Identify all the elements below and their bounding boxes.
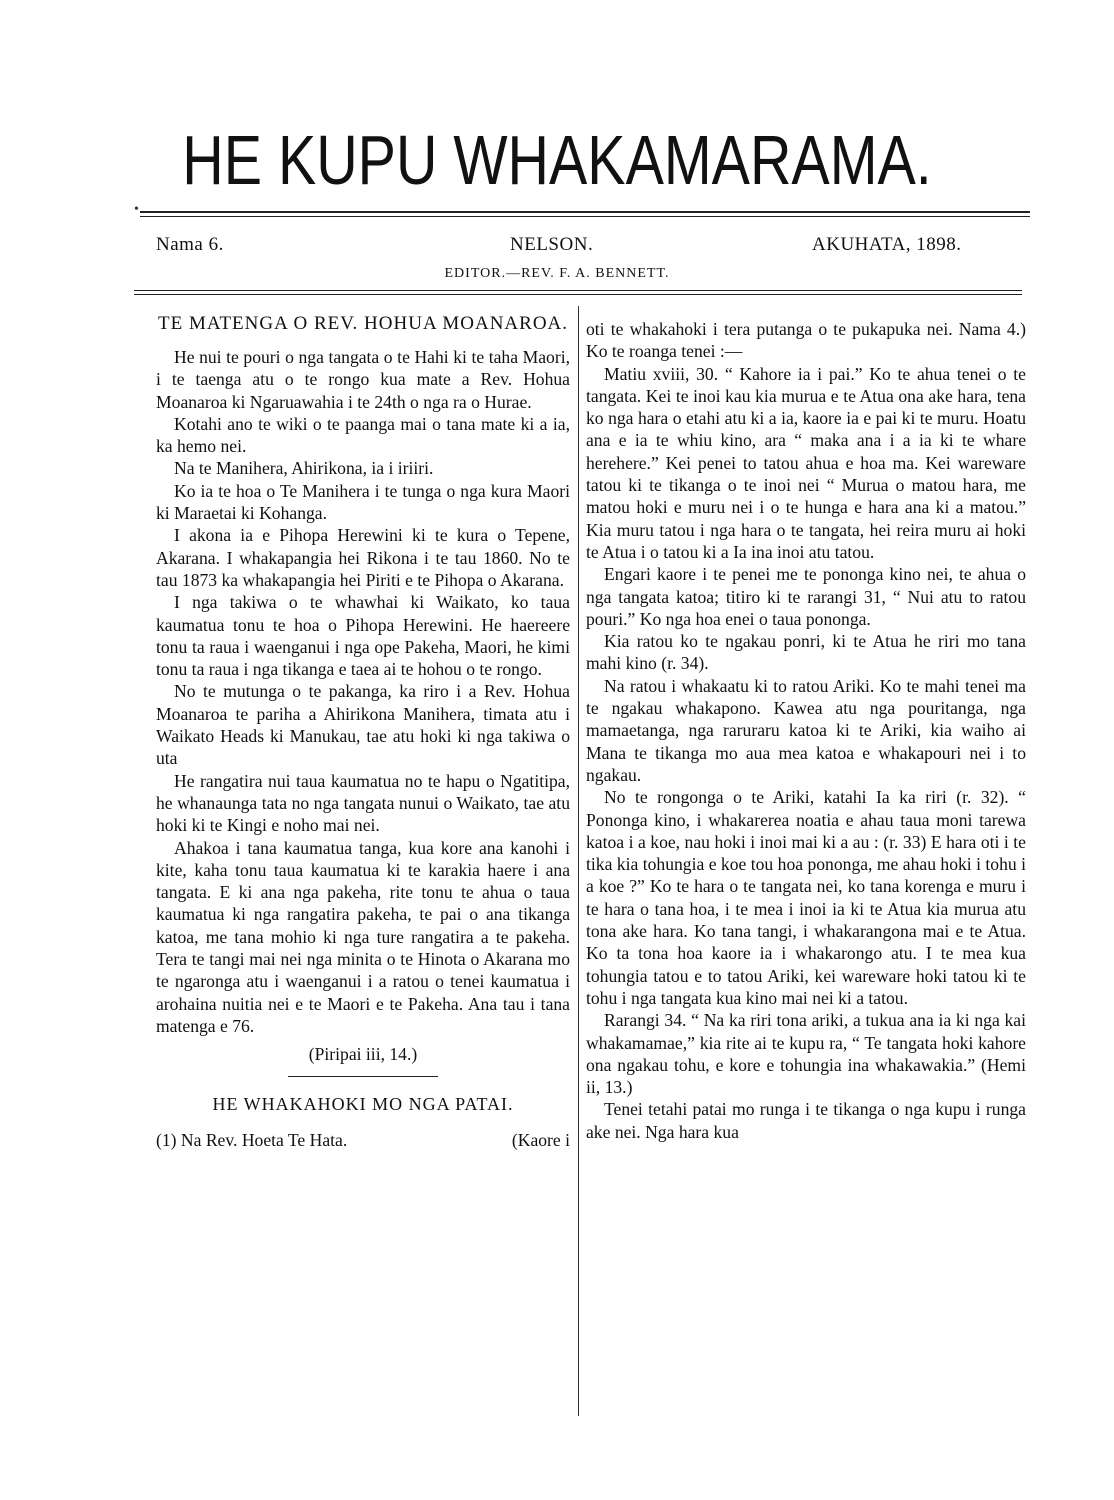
issue-place: NELSON. — [510, 234, 594, 255]
question-author: (1) Na Rev. Hoeta Te Hata. — [156, 1129, 348, 1150]
masthead-rule-bottom — [140, 216, 1030, 217]
masthead-rule-top — [140, 211, 1030, 213]
article-paragraph: Na te Manihera, Ahirikona, ia i iriiri. — [174, 458, 434, 479]
issue-number: Nama 6. — [156, 234, 224, 255]
article-paragraph: Ko ia te hoa o Te Manihera i te tunga o nga kura Maori ki Maraetai ki Kohanga. — [156, 480, 570, 524]
header-rule-2 — [134, 294, 1022, 295]
article-paragraph: Na ratou i whakaatu ki to ratou Ariki. Ko te mahi tenei ma te ngakau whakapono. Kawea atu nga pouritanga, nga mamaetanga, nga raruraru katoa ki te Ariki, kia waiho ai Mana te tikanga mo aua mea katoa e whakapouri nei i to ngakau. — [586, 675, 1026, 785]
article-paragraph: Ahakoa i tana kaumatua tanga, kua kore ana kanohi i kite, kaha tonu taua kaumatua ki te karakia haere i ana tangata. E ki ana nga pakeha, rite tonu te ahua o taua kaumatua ki nga rangatira pakeha, te pai o ana tikanga katoa, me tana mohio ki nga ture rangatira a te pakeha. Tera te tangi mai nei nga minita o te Hinota o Akarana mo te ngaronga atu i waenganui i a ratou o tenei kaumatua i arohaina nuitia nei e te Maori e te Pakeha. Ana tau i tana matenga e 76. — [156, 837, 570, 1036]
section-heading: HE WHAKAHOKI MO NGA PATAI. — [212, 1093, 514, 1114]
article-paragraph: Kia ratou ko te ngakau ponri, ki te Atua he riri mo tana mahi kino (r. 34). — [586, 631, 1026, 674]
editor-line: EDITOR.—REV. F. A. BENNETT. — [444, 266, 670, 281]
question-note: (Kaore i — [511, 1129, 570, 1150]
article-paragraph: No te mutunga o te pakanga, ka riro i a Rev. Hohua Moanaroa te pariha a Ahirikona Manihera, timata atu i Waikato Heads ki Manukau, tae atu hoki ki nga takiwa o uta — [156, 681, 570, 769]
header-rule-1 — [134, 290, 1022, 291]
left-column — [156, 312, 570, 1151]
rule-ornament: • — [134, 202, 139, 217]
article-paragraph: He nui te pouri o nga tangata o te Hahi ki te taha Maori, i te taenga atu o te rongo kua mate a Rev. Hohua Moanaroa ki Ngaruawahia i te 24th o nga ra o Hurae. — [156, 347, 570, 412]
article-heading: TE MATENGA O REV. HOHUA MOANAROA. — [157, 313, 569, 334]
article-paragraph: Tenei tetahi patai mo runga i te tikanga o nga kupu i runga ake nei. Nga hara kua — [586, 1099, 1026, 1142]
section-rule — [288, 1076, 438, 1077]
article-paragraph: Matiu xviii, 30. “ Kahore ia i pai.” Ko te ahua tenei o te tangata. Kei te inoi kau kia murua e te Atua ona ake hara, tena ko nga hara o etahi atu ki a ia, kaore ia e pai ki te muru. Hoatu ana e ia te whiu kino, ara “ maka ana i a ia ki te whare herehere.” Kei penei to tatou ahua e hoa ma. Kei wareware tatou ki te tikanga o te inoi nei “ Murua o matou hara, me matou hoki e muru nei i o te hunga e hara ana ki a matou.” Kia muru tatou i nga hara o te tangata, hei reira muru ai hoki te Atua i o tatou ki a Ia ina inoi atu tatou. — [586, 363, 1026, 562]
article-paragraph: He rangatira nui taua kaumatua no te hapu o Ngatitipa, he whanaunga tata no nga tangata nunui o Waikato, tae atu hoki ki te Kingi e noho mai nei. — [156, 770, 570, 836]
article-paragraph: oti te whakahoki i tera putanga o te pukapuka nei. Nama 4.) Ko te roanga tenei :— — [586, 319, 1026, 362]
right-column — [586, 318, 1026, 1143]
article-paragraph: Rarangi 34. “ Na ka riri tona ariki, a tukua ana ia ki nga kai whakamamae,” kia rite ai te kupu ra, “ Te tangata hoki kahore ona ngakau tohu, e kore e tohungia ina whakawakia.” (Hemi ii, 13.) — [586, 1010, 1026, 1098]
article-paragraph: No te rongonga o te Ariki, katahi Ia ka riri (r. 32). “ Pononga kino, i whakarerea noatia e ahau taua moni tarewa katoa i a koe, nau hoki i inoi mai ki a au : (r. 33) E hara oti i te tika kia tohungia e koe tou hoa pononga, me ahau hoki i tohu i a koe ?” Ko te hara o te tangata nei, ko tana korenga e muru i te hara o tana hoa, i te mea i inoi ia ki te Atua kia murua atu tona ake hara. Ko tana tangi, i whakarangona mai e te Atua. Ko ta tona hoa kaore ia i whakarongo atu. I te mea kua tohungia tatou e to tatou Ariki, kei wareware hoki tatou ki te tohu i nga tangata kua kino mai nei ki a tatou. — [586, 787, 1026, 1008]
issue-date: AKUHATA, 1898. — [812, 234, 962, 255]
masthead-title: HE KUPU WHAKAMARAMA. — [182, 121, 932, 199]
article-paragraph: Engari kaore i te penei me te pononga kino nei, te ahua o nga tangata katoa; titiro ki te rarangi 31, “ Nui atu to ratou pouri.” Ko nga hoa enei o taua pononga. — [586, 564, 1026, 629]
article-paragraph: I akona ia e Pihopa Herewini ki te kura o Tepene, Akarana. I whakapangia hei Rikona i te tau 1860. No te tau 1873 ka whakapangia hei Piriti e te Pihopa o Akarana. — [156, 525, 570, 590]
article-paragraph: I nga takiwa o te whawhai ki Waikato, ko taua kaumatua tonu te hoa o Pihopa Herewini. He haereere tonu ta raua i waenganui i nga ope Pakeha, Maori, he kimi tonu ta raua i nga tikanga e taea ai te hohou o te rongo. — [156, 592, 570, 680]
question-line — [156, 1129, 570, 1151]
article-paragraph: Kotahi ano te wiki o te paanga mai o tana mate ki a ia, ka hemo nei. — [156, 413, 570, 457]
scripture-citation: (Piripai iii, 14.) — [308, 1044, 418, 1065]
column-divider — [578, 306, 579, 1416]
